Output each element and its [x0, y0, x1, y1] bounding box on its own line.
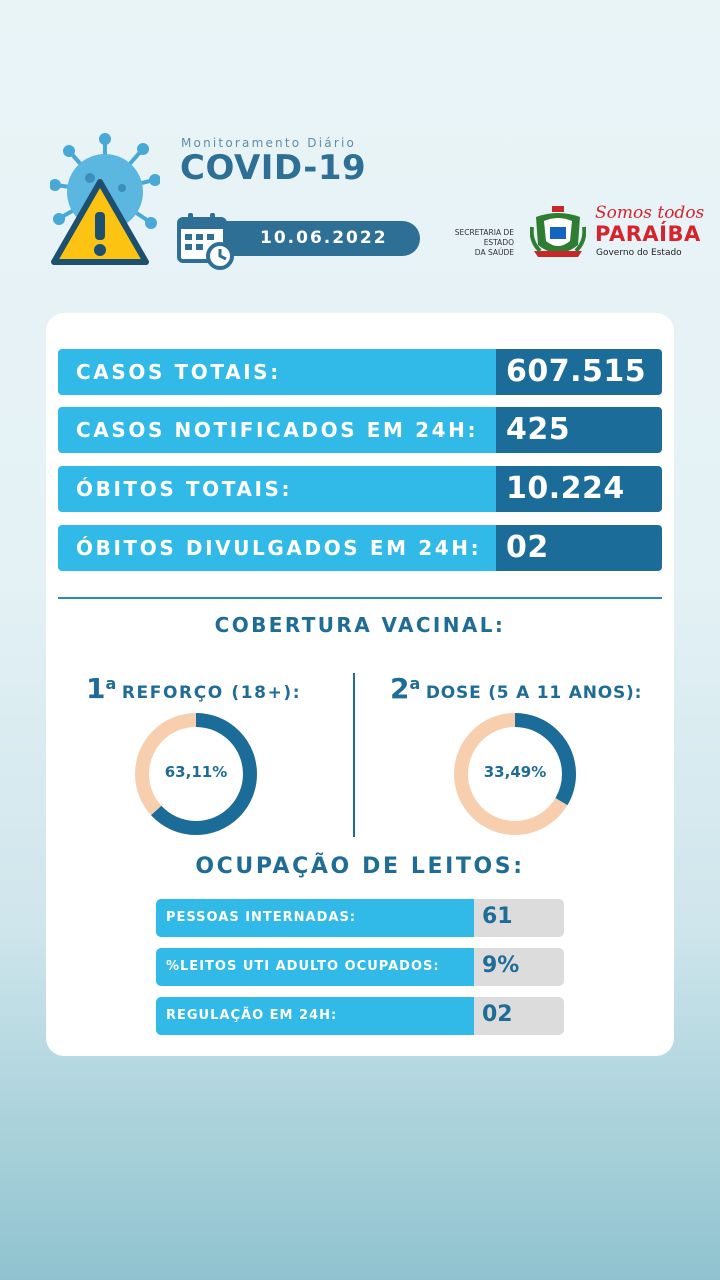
virus-warning-icon [50, 130, 160, 270]
stat-row-total-deaths [58, 466, 662, 512]
brand-name: PARAÍBA [595, 222, 701, 246]
beds-row-icu [156, 948, 564, 986]
beds-label: %LEITOS UTI ADULTO OCUPADOS: [166, 959, 440, 974]
booster-percent: 63,11% [164, 763, 228, 781]
beds-value: 02 [482, 1002, 513, 1027]
brand-tagline: Somos todos [595, 203, 705, 223]
beds-label: REGULAÇÃO EM 24H: [166, 1008, 338, 1023]
beds-value: 61 [482, 904, 513, 929]
second-dose-label: 2a DOSE (5 A 11 ANOS): [390, 672, 643, 705]
stat-label: ÓBITOS TOTAIS: [76, 477, 293, 501]
page-title: COVID-19 [180, 148, 367, 188]
state-crest-icon [530, 205, 586, 263]
stat-value: 10.224 [506, 471, 625, 506]
stat-label: CASOS NOTIFICADOS EM 24H: [76, 418, 479, 442]
stat-row-cases-24h [58, 407, 662, 453]
vaccination-title: COBERTURA VACINAL: [214, 613, 506, 637]
beds-label: PESSOAS INTERNADAS: [166, 910, 357, 925]
stat-label: CASOS TOTAIS: [76, 360, 281, 384]
stat-value: 425 [506, 412, 571, 447]
beds-row-regulation [156, 997, 564, 1035]
vertical-divider [353, 673, 355, 837]
header-subtitle: Monitoramento Diário [181, 136, 357, 150]
stat-value: 607.515 [506, 354, 647, 389]
second-dose-donut [450, 709, 580, 839]
booster-donut [131, 709, 261, 839]
beds-value: 9% [482, 953, 520, 978]
section-divider [58, 597, 662, 599]
second-dose-percent: 33,49% [483, 763, 547, 781]
booster-label: 1a REFORÇO (18+): [86, 672, 302, 705]
stat-label: ÓBITOS DIVULGADOS EM 24H: [76, 536, 482, 560]
stat-row-deaths-24h [58, 525, 662, 571]
beds-row-hospitalized [156, 899, 564, 937]
secretaria-logo-text: SECRETARIA DE ESTADO DA SAÚDE [454, 228, 514, 257]
brand-subtitle: Governo do Estado [596, 248, 682, 258]
stat-value: 02 [506, 530, 549, 565]
report-date: 10.06.2022 [260, 228, 388, 248]
stat-row-total-cases [58, 349, 662, 395]
beds-title: OCUPAÇÃO DE LEITOS: [195, 854, 525, 879]
calendar-clock-icon [176, 212, 236, 270]
